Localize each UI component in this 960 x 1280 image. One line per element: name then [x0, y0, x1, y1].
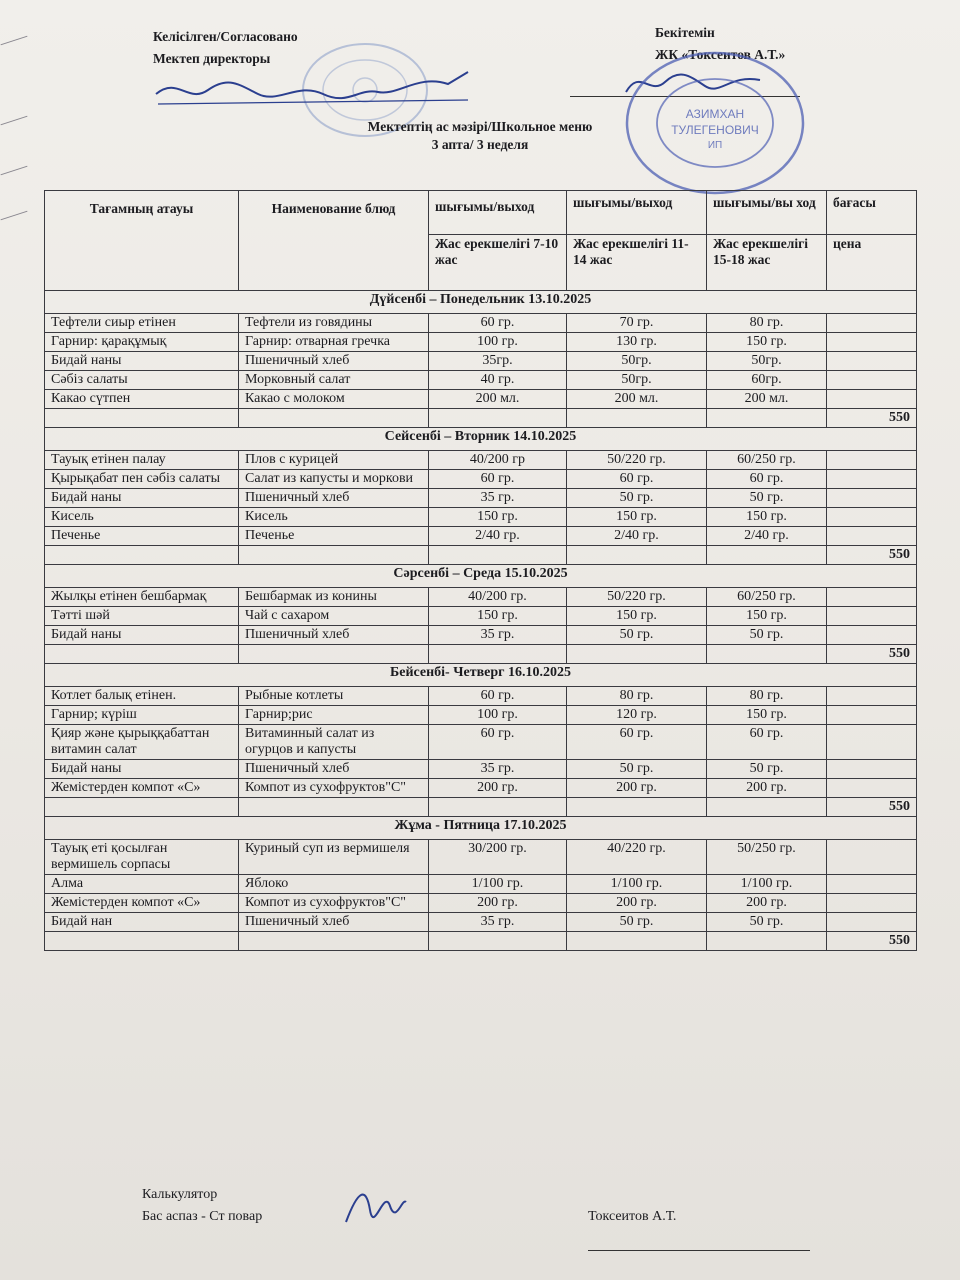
menu-row: [45, 508, 917, 527]
menu-row: [45, 913, 917, 932]
price-cell: [827, 371, 917, 390]
menu-row: [45, 470, 917, 489]
portion-7-10: 100 гр.: [429, 706, 567, 725]
empty-cell: [429, 798, 567, 817]
dish-name-ru: Салат из капусты и моркови: [239, 470, 429, 489]
portion-15-18: 50/250 гр.: [707, 840, 827, 875]
day-title: Жұма - Пятница 17.10.2025: [45, 817, 917, 840]
portion-11-14: 50 гр.: [567, 913, 707, 932]
portion-7-10: 35 гр.: [429, 913, 567, 932]
dish-name-kz: Тәтті шәй: [45, 607, 239, 626]
price-cell: [827, 508, 917, 527]
portion-7-10: 35гр.: [429, 352, 567, 371]
footer-signature-line: [588, 1250, 810, 1251]
header-price-ru: цена: [827, 235, 917, 291]
price-cell: [827, 314, 917, 333]
dish-name-kz: Какао сүтпен: [45, 390, 239, 409]
svg-text:ИП: ИП: [707, 140, 723, 151]
empty-cell: [239, 798, 429, 817]
portion-7-10: 200 гр.: [429, 894, 567, 913]
portion-15-18: 60гр.: [707, 371, 827, 390]
portion-7-10: 35 гр.: [429, 760, 567, 779]
dish-name-ru: Компот из сухофруктов"С": [239, 779, 429, 798]
price-cell: [827, 760, 917, 779]
portion-15-18: 150 гр.: [707, 333, 827, 352]
portion-11-14: 40/220 гр.: [567, 840, 707, 875]
price-cell: [827, 451, 917, 470]
svg-text:АЗИМХАН: АЗИМХАН: [685, 107, 745, 121]
portion-7-10: 2/40 гр.: [429, 527, 567, 546]
menu-title-line2: 3 апта/ 3 неделя: [431, 137, 529, 152]
approval-left-line2: Мектеп директоры: [153, 51, 271, 66]
dish-name-ru: Тефтели из говядины: [239, 314, 429, 333]
empty-cell: [707, 409, 827, 428]
dish-name-kz: Бидай наны: [45, 760, 239, 779]
dish-name-kz: Котлет балық етінен.: [45, 687, 239, 706]
dish-name-kz: Гарнир: қарақұмық: [45, 333, 239, 352]
approval-left-line1: Келісілген/Согласовано: [153, 29, 298, 44]
header-age-11-14: Жас ерекшелігі 11-14 жас: [567, 235, 707, 291]
header-output-2: шығымы/выход: [567, 191, 707, 235]
dish-name-ru: Бешбармак из конины: [239, 588, 429, 607]
portion-11-14: 200 мл.: [567, 390, 707, 409]
dish-name-kz: Бидай наны: [45, 489, 239, 508]
dish-name-ru: Гарнир;рис: [239, 706, 429, 725]
dish-name-kz: Жемістерден компот «С»: [45, 894, 239, 913]
empty-cell: [567, 798, 707, 817]
menu-row: [45, 314, 917, 333]
price-cell: [827, 333, 917, 352]
header-age-15-18: Жас ерекшелігі 15-18 жас: [707, 235, 827, 291]
menu-row: [45, 451, 917, 470]
footer-left: [142, 1184, 262, 1228]
portion-15-18: 1/100 гр.: [707, 875, 827, 894]
dish-name-kz: Бидай нан: [45, 913, 239, 932]
approval-right-line1: Бекітемін: [655, 25, 715, 40]
menu-row: [45, 352, 917, 371]
day-header-row: [45, 291, 917, 314]
day-total-row: [45, 798, 917, 817]
dish-name-ru: Чай с сахаром: [239, 607, 429, 626]
dish-name-ru: Куриный суп из вермишеля: [239, 840, 429, 875]
menu-row: [45, 725, 917, 760]
menu-row: [45, 371, 917, 390]
portion-7-10: 40 гр.: [429, 371, 567, 390]
empty-cell: [567, 546, 707, 565]
dish-name-ru: Пшеничный хлеб: [239, 352, 429, 371]
day-total-price: 550: [827, 546, 917, 565]
empty-cell: [45, 798, 239, 817]
price-cell: [827, 626, 917, 645]
menu-table-body: [45, 291, 917, 951]
portion-11-14: 70 гр.: [567, 314, 707, 333]
empty-cell: [45, 645, 239, 664]
menu-row: [45, 607, 917, 626]
cook-signature-icon: [340, 1180, 410, 1230]
day-title: Дүйсенбі – Понедельник 13.10.2025: [45, 291, 917, 314]
portion-15-18: 200 гр.: [707, 894, 827, 913]
empty-cell: [567, 409, 707, 428]
dish-name-ru: Гарнир: отварная гречка: [239, 333, 429, 352]
portion-11-14: 50 гр.: [567, 489, 707, 508]
portion-7-10: 60 гр.: [429, 314, 567, 333]
header-name-ru: Наименование блюд: [239, 191, 429, 291]
day-header-row: [45, 817, 917, 840]
portion-7-10: 150 гр.: [429, 607, 567, 626]
portion-15-18: 50 гр.: [707, 913, 827, 932]
empty-cell: [45, 409, 239, 428]
menu-title-line1: Мектептің ас мәзірі/Школьное меню: [367, 119, 593, 134]
portion-11-14: 50 гр.: [567, 760, 707, 779]
portion-15-18: 80 гр.: [707, 687, 827, 706]
portion-7-10: 60 гр.: [429, 470, 567, 489]
portion-15-18: 200 мл.: [707, 390, 827, 409]
svg-text:ТУЛЕГЕНОВИЧ: ТУЛЕГЕНОВИЧ: [671, 123, 759, 137]
dish-name-kz: Бидай наны: [45, 352, 239, 371]
portion-15-18: 60/250 гр.: [707, 451, 827, 470]
portion-15-18: 50гр.: [707, 352, 827, 371]
portion-15-18: 150 гр.: [707, 706, 827, 725]
portion-7-10: 60 гр.: [429, 687, 567, 706]
dish-name-ru: Морковный салат: [239, 371, 429, 390]
portion-11-14: 200 гр.: [567, 779, 707, 798]
price-cell: [827, 390, 917, 409]
price-cell: [827, 607, 917, 626]
empty-cell: [429, 645, 567, 664]
day-total-row: [45, 546, 917, 565]
price-cell: [827, 725, 917, 760]
day-header-row: [45, 565, 917, 588]
dish-name-ru: Пшеничный хлеб: [239, 913, 429, 932]
portion-11-14: 60 гр.: [567, 470, 707, 489]
footer-calculator: Калькулятор: [142, 1187, 218, 1202]
director-signature-icon: [148, 64, 478, 112]
dish-name-kz: Сәбіз салаты: [45, 371, 239, 390]
price-cell: [827, 352, 917, 371]
empty-cell: [707, 932, 827, 951]
portion-11-14: 50гр.: [567, 352, 707, 371]
empty-cell: [429, 932, 567, 951]
portion-15-18: 50 гр.: [707, 760, 827, 779]
empty-cell: [45, 932, 239, 951]
dish-name-ru: Пшеничный хлеб: [239, 626, 429, 645]
empty-cell: [429, 546, 567, 565]
empty-cell: [567, 645, 707, 664]
day-total-price: 550: [827, 645, 917, 664]
header-name-kz: Тағамның атауы: [45, 191, 239, 291]
portion-15-18: 80 гр.: [707, 314, 827, 333]
menu-row: [45, 390, 917, 409]
dish-name-kz: Жемістерден компот «С»: [45, 779, 239, 798]
menu-row: [45, 489, 917, 508]
portion-11-14: 200 гр.: [567, 894, 707, 913]
portion-7-10: 100 гр.: [429, 333, 567, 352]
empty-cell: [239, 546, 429, 565]
portion-7-10: 40/200 гр: [429, 451, 567, 470]
portion-15-18: 150 гр.: [707, 607, 827, 626]
day-total-price: 550: [827, 932, 917, 951]
portion-15-18: 150 гр.: [707, 508, 827, 527]
portion-7-10: 1/100 гр.: [429, 875, 567, 894]
dish-name-ru: Какао с молоком: [239, 390, 429, 409]
portion-11-14: 50гр.: [567, 371, 707, 390]
portion-11-14: 150 гр.: [567, 607, 707, 626]
dish-name-ru: Компот из сухофруктов"С": [239, 894, 429, 913]
portion-11-14: 50/220 гр.: [567, 588, 707, 607]
dish-name-ru: Пшеничный хлеб: [239, 760, 429, 779]
dish-name-ru: Пшеничный хлеб: [239, 489, 429, 508]
dish-name-ru: Яблоко: [239, 875, 429, 894]
empty-cell: [707, 645, 827, 664]
portion-15-18: 2/40 гр.: [707, 527, 827, 546]
menu-row: [45, 875, 917, 894]
dish-name-kz: Кисель: [45, 508, 239, 527]
dish-name-ru: Плов с курицей: [239, 451, 429, 470]
menu-row: [45, 687, 917, 706]
portion-11-14: 120 гр.: [567, 706, 707, 725]
price-cell: [827, 875, 917, 894]
dish-name-kz: Қырықабат пен сәбіз салаты: [45, 470, 239, 489]
portion-7-10: 60 гр.: [429, 725, 567, 760]
day-total-row: [45, 932, 917, 951]
day-total-price: 550: [827, 798, 917, 817]
portion-11-14: 1/100 гр.: [567, 875, 707, 894]
menu-row: [45, 760, 917, 779]
day-title: Сәрсенбі – Среда 15.10.2025: [45, 565, 917, 588]
price-cell: [827, 588, 917, 607]
portion-11-14: 150 гр.: [567, 508, 707, 527]
portion-7-10: 40/200 гр.: [429, 588, 567, 607]
portion-15-18: 50 гр.: [707, 626, 827, 645]
header-output-1: шығымы/выход: [429, 191, 567, 235]
price-cell: [827, 489, 917, 508]
menu-row: [45, 840, 917, 875]
dish-name-kz: Гарнир; күріш: [45, 706, 239, 725]
price-cell: [827, 706, 917, 725]
day-title: Сейсенбі – Вторник 14.10.2025: [45, 428, 917, 451]
dish-name-kz: Тауық еті қосылған вермишель сорпасы: [45, 840, 239, 875]
price-cell: [827, 687, 917, 706]
day-total-price: 550: [827, 409, 917, 428]
empty-cell: [707, 546, 827, 565]
day-header-row: [45, 664, 917, 687]
menu-table: [44, 190, 917, 951]
footer-cook: Бас аспаз - Ст повар: [142, 1209, 263, 1224]
empty-cell: [707, 798, 827, 817]
portion-11-14: 2/40 гр.: [567, 527, 707, 546]
menu-row: [45, 626, 917, 645]
menu-row: [45, 588, 917, 607]
portion-11-14: 130 гр.: [567, 333, 707, 352]
empty-cell: [239, 409, 429, 428]
dish-name-kz: Бидай наны: [45, 626, 239, 645]
day-total-row: [45, 409, 917, 428]
price-cell: [827, 779, 917, 798]
menu-row: [45, 706, 917, 725]
menu-title: [0, 118, 960, 154]
dish-name-ru: Кисель: [239, 508, 429, 527]
day-total-row: [45, 645, 917, 664]
dish-name-kz: Қияр және қырыққабаттан витамин салат: [45, 725, 239, 760]
empty-cell: [239, 645, 429, 664]
dish-name-ru: Рыбные котлеты: [239, 687, 429, 706]
dish-name-kz: Тефтели сиыр етінен: [45, 314, 239, 333]
portion-15-18: 50 гр.: [707, 489, 827, 508]
empty-cell: [239, 932, 429, 951]
dish-name-ru: Печенье: [239, 527, 429, 546]
portion-7-10: 35 гр.: [429, 626, 567, 645]
empty-cell: [45, 546, 239, 565]
portion-11-14: 50/220 гр.: [567, 451, 707, 470]
header-age-7-10: Жас ерекшелігі 7-10 жас: [429, 235, 567, 291]
dish-name-ru: Витаминный салат из огурцов и капусты: [239, 725, 429, 760]
header-output-3: шығымы/вы ход: [707, 191, 827, 235]
price-cell: [827, 840, 917, 875]
menu-row: [45, 894, 917, 913]
price-cell: [827, 894, 917, 913]
menu-row: [45, 333, 917, 352]
portion-7-10: 30/200 гр.: [429, 840, 567, 875]
day-header-row: [45, 428, 917, 451]
portion-15-18: 60/250 гр.: [707, 588, 827, 607]
dish-name-kz: Тауық етінен палау: [45, 451, 239, 470]
portion-7-10: 35 гр.: [429, 489, 567, 508]
price-cell: [827, 470, 917, 489]
portion-11-14: 50 гр.: [567, 626, 707, 645]
portion-15-18: 200 гр.: [707, 779, 827, 798]
menu-row: [45, 527, 917, 546]
portion-7-10: 200 мл.: [429, 390, 567, 409]
price-cell: [827, 527, 917, 546]
portion-7-10: 150 гр.: [429, 508, 567, 527]
approval-right-line2: ЖК «Токсеитов А.Т.»: [655, 47, 786, 62]
portion-11-14: 80 гр.: [567, 687, 707, 706]
portion-7-10: 200 гр.: [429, 779, 567, 798]
empty-cell: [567, 932, 707, 951]
dish-name-kz: Печенье: [45, 527, 239, 546]
empty-cell: [429, 409, 567, 428]
dish-name-kz: Жылқы етінен бешбармақ: [45, 588, 239, 607]
portion-15-18: 60 гр.: [707, 470, 827, 489]
portion-15-18: 60 гр.: [707, 725, 827, 760]
footer-name: Токсеитов А.Т.: [588, 1209, 677, 1224]
header-price: бағасы: [827, 191, 917, 235]
price-cell: [827, 913, 917, 932]
day-title: Бейсенбі- Четверг 16.10.2025: [45, 664, 917, 687]
menu-row: [45, 779, 917, 798]
dish-name-kz: Алма: [45, 875, 239, 894]
portion-11-14: 60 гр.: [567, 725, 707, 760]
table-header-row: [45, 191, 917, 235]
